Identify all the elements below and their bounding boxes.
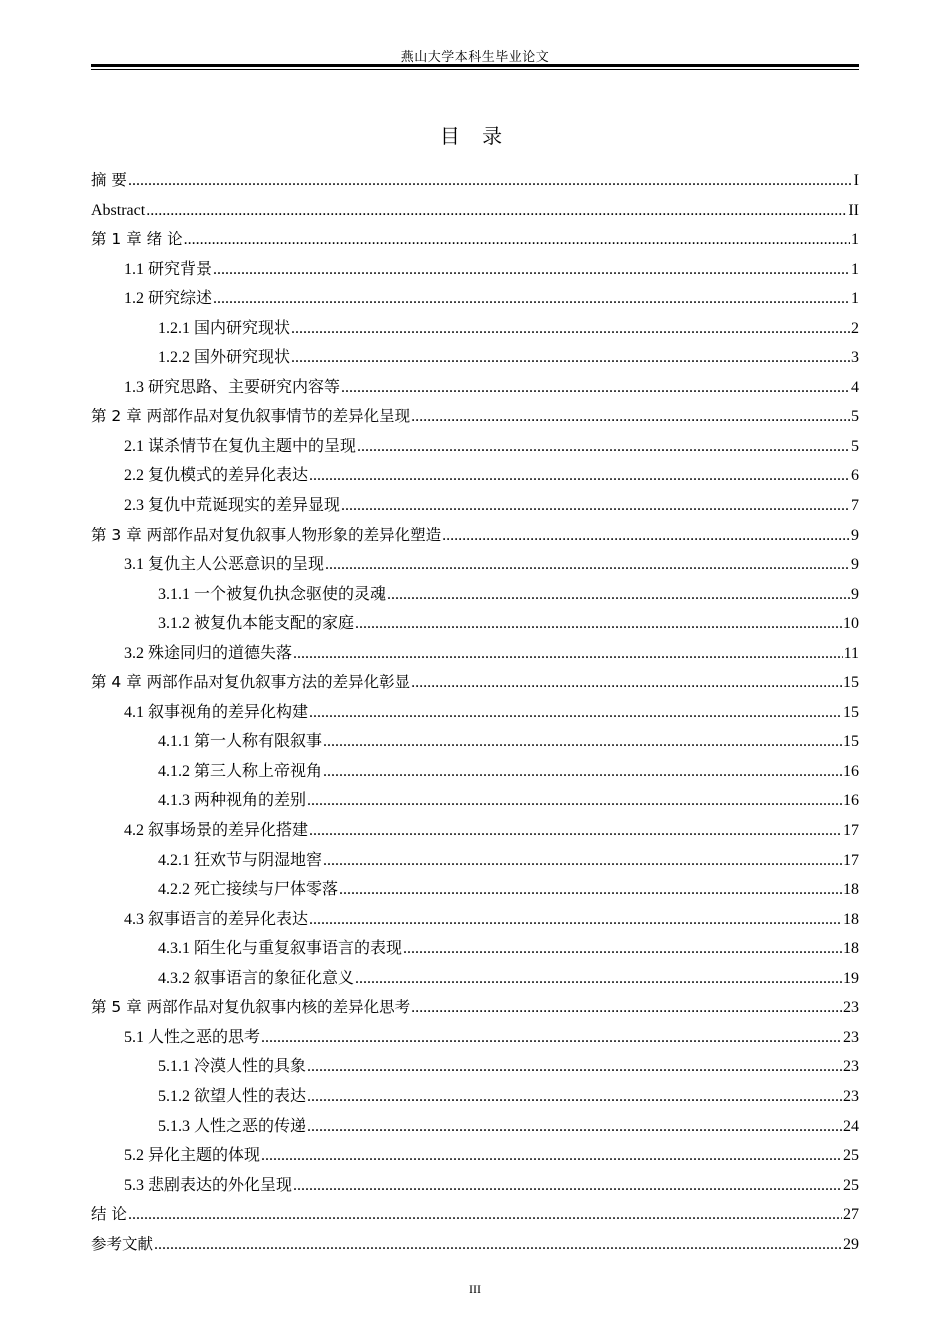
toc-entry[interactable] [91, 934, 859, 964]
toc-entry-page: 29 [843, 1235, 859, 1253]
toc-entry[interactable] [91, 1171, 859, 1201]
dot-leader [307, 1082, 842, 1112]
dot-leader [403, 934, 842, 964]
toc-entry-label: 1.1 研究背景 [124, 260, 213, 278]
toc-entry[interactable] [91, 1052, 859, 1082]
toc-entry-page: 15 [843, 703, 859, 721]
toc-entry-label: 5.1.1 冷漠人性的具象 [158, 1058, 307, 1076]
toc-entry[interactable] [91, 1200, 859, 1230]
toc-entry-label: 4.2.1 狂欢节与阴湿地窖 [158, 851, 323, 869]
toc-entry-page: 17 [843, 851, 859, 869]
toc-entry[interactable] [91, 993, 859, 1023]
toc-entry[interactable] [91, 373, 859, 403]
toc-entry[interactable] [91, 580, 859, 610]
dot-leader [293, 639, 843, 669]
toc-entry-page: 23 [843, 1058, 859, 1076]
toc-entry-label: 2.3 复仇中荒诞现实的差异显现 [124, 497, 341, 515]
dot-leader [146, 196, 847, 226]
toc-entry-page: 5 [851, 408, 859, 426]
toc-entry[interactable] [91, 521, 859, 551]
toc-entry-page: 19 [843, 969, 859, 987]
dot-leader [309, 905, 842, 935]
toc-entry-page: 10 [843, 615, 859, 633]
toc-entry-page: 17 [843, 822, 859, 840]
toc-entry-page: 23 [843, 1028, 859, 1046]
toc-entry[interactable] [91, 964, 859, 994]
toc-entry-label: 第 3 章 两部作品对复仇叙事人物形象的差异化塑造 [91, 525, 442, 544]
toc-entry[interactable] [91, 550, 859, 580]
toc-entry[interactable] [91, 314, 859, 344]
dot-leader [355, 609, 842, 639]
toc-entry-page: 18 [843, 940, 859, 958]
toc-entry[interactable] [91, 609, 859, 639]
dot-leader [357, 432, 850, 462]
toc-entry-label: Abstract [91, 201, 146, 219]
toc-entry[interactable] [91, 491, 859, 521]
toc-entry[interactable] [91, 343, 859, 373]
toc-entry-page: I [853, 172, 859, 189]
toc-entry-page: 27 [843, 1206, 859, 1224]
toc-entry[interactable] [91, 816, 859, 846]
toc-entry[interactable] [91, 639, 859, 669]
toc-entry-page: 1 [851, 260, 859, 278]
dot-leader [307, 1112, 842, 1142]
toc-entry[interactable] [91, 196, 859, 226]
toc-entry-page: 4 [851, 378, 859, 396]
toc-entry-label: 4.1.1 第一人称有限叙事 [158, 733, 323, 751]
dot-leader [261, 1023, 842, 1053]
toc-entry-page: 18 [843, 881, 859, 899]
dot-leader [339, 875, 842, 905]
toc-title: 目 录 [439, 124, 511, 148]
toc-entry-page: 25 [843, 1147, 859, 1165]
toc-entry-label: 5.3 悲剧表达的外化呈现 [124, 1176, 293, 1194]
toc-entry[interactable] [91, 786, 859, 816]
dot-leader [307, 1052, 842, 1082]
toc-entry-page: 5 [851, 437, 859, 455]
toc-entry[interactable] [91, 402, 859, 432]
toc-entry[interactable] [91, 668, 859, 698]
toc-entry-label: 4.3.2 叙事语言的象征化意义 [158, 969, 355, 987]
toc-entry-page: 1 [851, 290, 859, 308]
toc-entry-label: 1.2 研究综述 [124, 290, 213, 308]
dot-leader [128, 166, 853, 196]
header-rule-thick [91, 64, 859, 67]
toc-entry-label: 4.3 叙事语言的差异化表达 [124, 910, 309, 928]
dot-leader [261, 1141, 842, 1171]
toc-entry[interactable] [91, 461, 859, 491]
toc-entry-page: 1 [851, 231, 859, 249]
toc-entry-label: 4.2.2 死亡接续与尸体零落 [158, 881, 339, 899]
toc-entry-label: 5.1.2 欲望人性的表达 [158, 1087, 307, 1105]
toc-entry-label: 3.1 复仇主人公恶意识的呈现 [124, 556, 325, 574]
toc-entry-page: 16 [843, 762, 859, 780]
dot-leader [291, 343, 850, 373]
dot-leader [309, 816, 842, 846]
toc-entry[interactable] [91, 905, 859, 935]
toc-entry-label: 4.3.1 陌生化与重复叙事语言的表现 [158, 940, 403, 958]
toc-entry-page: 11 [843, 644, 859, 662]
toc-entry[interactable] [91, 727, 859, 757]
dot-leader [323, 846, 842, 876]
toc-entry[interactable] [91, 1023, 859, 1053]
dot-leader [213, 284, 850, 314]
toc-entry-page: 9 [851, 526, 859, 544]
dot-leader [411, 993, 842, 1023]
toc-entry-label: 第 5 章 两部作品对复仇叙事内核的差异化思考 [91, 998, 411, 1017]
toc-entry-page: 16 [843, 792, 859, 810]
toc-entry-page: 7 [851, 497, 859, 515]
toc-entry[interactable] [91, 284, 859, 314]
dot-leader [325, 550, 850, 580]
toc-entry-page: II [848, 201, 859, 219]
dot-leader [307, 786, 842, 816]
toc-entry-label: 第 4 章 两部作品对复仇叙事方法的差异化彰显 [91, 673, 411, 692]
table-of-contents [91, 166, 859, 1259]
toc-entry[interactable] [91, 1141, 859, 1171]
dot-leader [442, 521, 850, 551]
toc-entry-label: 3.1.2 被复仇本能支配的家庭 [158, 615, 355, 633]
toc-entry-label: 第 1 章 绪 论 [91, 230, 183, 249]
running-header: 燕山大学本科生毕业论文 [400, 49, 550, 64]
dot-leader [355, 964, 842, 994]
toc-entry-label: 5.2 异化主题的体现 [124, 1147, 261, 1165]
toc-entry[interactable] [91, 225, 859, 255]
toc-entry-page: 18 [843, 910, 859, 928]
toc-entry-page: 6 [851, 467, 859, 485]
toc-entry-label: 第 2 章 两部作品对复仇叙事情节的差异化呈现 [91, 407, 411, 426]
header-rule-thin [91, 69, 859, 70]
toc-entry-page: 25 [843, 1176, 859, 1194]
toc-entry-label: 4.1.2 第三人称上帝视角 [158, 762, 323, 780]
toc-entry[interactable] [91, 166, 859, 196]
toc-entry-label: 4.2 叙事场景的差异化搭建 [124, 822, 309, 840]
toc-entry-page: 23 [843, 999, 859, 1017]
dot-leader [154, 1230, 842, 1260]
toc-entry-page: 15 [843, 733, 859, 751]
dot-leader [411, 402, 850, 432]
dot-leader [323, 727, 842, 757]
toc-entry[interactable] [91, 846, 859, 876]
toc-entry-label: 摘 要 [91, 171, 127, 189]
toc-entry-page: 9 [851, 556, 859, 574]
dot-leader [341, 373, 850, 403]
toc-entry-label: 1.2.2 国外研究现状 [158, 349, 291, 367]
toc-entry-label: 3.2 殊途同归的道德失落 [124, 644, 293, 662]
page-number: III [469, 1282, 481, 1296]
dot-leader [309, 698, 842, 728]
toc-entry[interactable] [91, 1230, 859, 1260]
dot-leader [323, 757, 842, 787]
toc-entry-page: 15 [843, 674, 859, 692]
dot-leader [411, 668, 842, 698]
toc-entry-label: 3.1.1 一个被复仇执念驱使的灵魂 [158, 585, 387, 603]
toc-entry-label: 2.1 谋杀情节在复仇主题中的呈现 [124, 437, 357, 455]
toc-entry-label: 参考文献 [91, 1234, 154, 1253]
toc-entry-label: 2.2 复仇模式的差异化表达 [124, 467, 309, 485]
toc-entry-label: 1.3 研究思路、主要研究内容等 [124, 378, 341, 396]
dot-leader [387, 580, 850, 610]
toc-entry-label: 5.1.3 人性之恶的传递 [158, 1117, 307, 1135]
dot-leader [309, 461, 850, 491]
dot-leader [341, 491, 850, 521]
dot-leader [213, 255, 850, 285]
toc-entry-label: 5.1 人性之恶的思考 [124, 1028, 261, 1046]
toc-entry-page: 23 [843, 1087, 859, 1105]
toc-entry[interactable] [91, 255, 859, 285]
toc-entry[interactable] [91, 875, 859, 905]
dot-leader [128, 1200, 842, 1230]
toc-entry-page: 3 [851, 349, 859, 367]
toc-entry-label: 1.2.1 国内研究现状 [158, 319, 291, 337]
dot-leader [293, 1171, 842, 1201]
toc-entry-label: 结 论 [91, 1205, 127, 1224]
toc-entry-label: 4.1.3 两种视角的差别 [158, 792, 307, 810]
toc-entry-label: 4.1 叙事视角的差异化构建 [124, 703, 309, 721]
toc-entry[interactable] [91, 1082, 859, 1112]
toc-entry-page: 9 [851, 585, 859, 603]
toc-entry-page: 2 [851, 319, 859, 337]
toc-entry[interactable] [91, 757, 859, 787]
dot-leader [184, 225, 850, 255]
dot-leader [291, 314, 850, 344]
toc-entry[interactable] [91, 698, 859, 728]
toc-entry-page: 24 [843, 1117, 859, 1135]
toc-entry[interactable] [91, 432, 859, 462]
toc-entry[interactable] [91, 1112, 859, 1142]
